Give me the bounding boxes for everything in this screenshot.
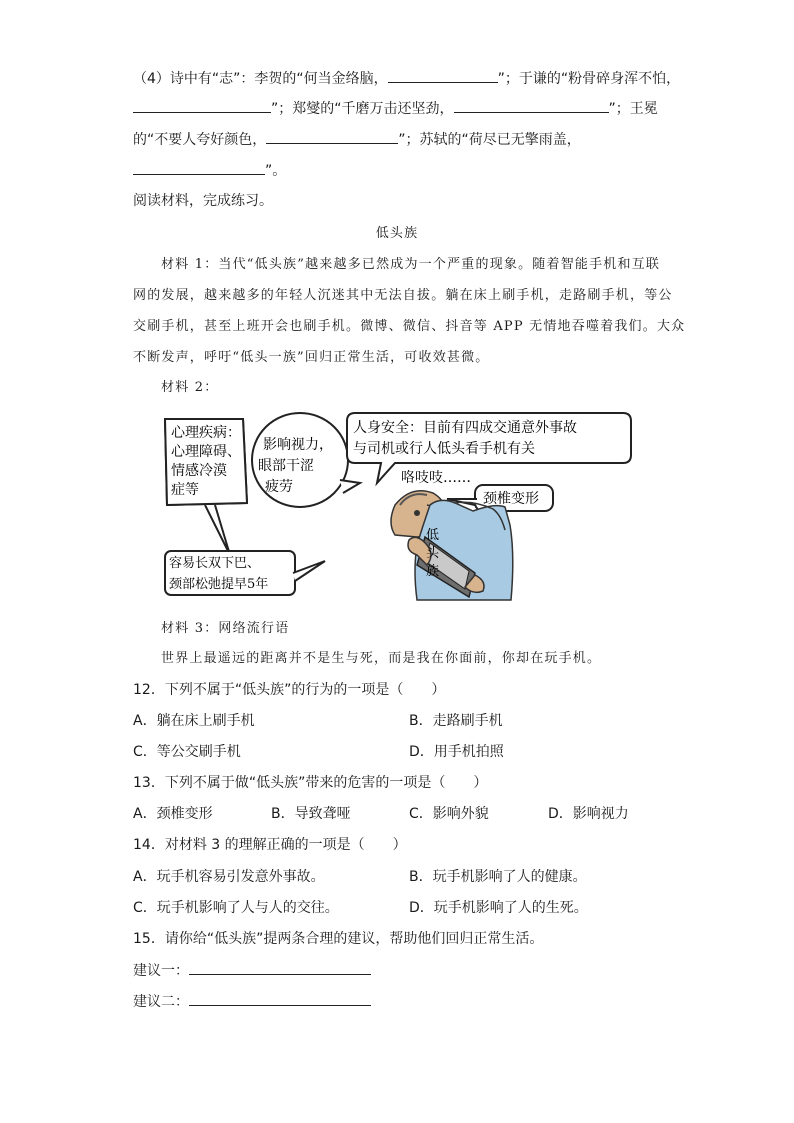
answer-blank[interactable] xyxy=(133,160,265,175)
q13-option-a[interactable]: A．颈椎变形 xyxy=(133,806,213,822)
q4-text: （4）诗中有“志”：李贺的“何当金络脑， xyxy=(133,71,388,87)
bubble-eye-text: 疲劳 xyxy=(265,479,293,495)
q15-stem: 15．请你给“低头族”提两条合理的建议，帮助他们回归正常生活。 xyxy=(133,931,544,947)
bubble-psych-text: 症等 xyxy=(171,482,199,498)
q14-option-a[interactable]: A．玩手机容易引发意外事故。 xyxy=(133,869,325,885)
instruction: 阅读材料，完成练习。 xyxy=(133,193,273,209)
q14-option-c[interactable]: C．玩手机影响了人与人的交往。 xyxy=(133,900,339,916)
q4-text: ”；苏轼的“荷尽已无擎雨盖， xyxy=(398,132,581,148)
q12-stem: 12．下列不属于“低头族”的行为的一项是（ ） xyxy=(133,682,446,698)
material1-line: 不断发声，呼吁“低头一族”回归正常生活，可收效甚微。 xyxy=(133,350,490,365)
answer-blank[interactable] xyxy=(388,68,498,83)
suggestion-1 xyxy=(133,960,371,981)
bubble-psych-text: 情感冷漠 xyxy=(171,463,227,479)
q13-option-c[interactable]: C．影响外貌 xyxy=(409,806,489,822)
q12-option-a[interactable]: A．躺在床上刷手机 xyxy=(133,713,255,729)
bubble-safety-text: 人身安全：目前有四成交通意外事故 xyxy=(353,420,577,436)
answer-blank[interactable] xyxy=(133,98,271,113)
article-title: 低头族 xyxy=(375,226,419,241)
material1-line: 交刷手机，甚至上班开会也刷手机。微博、微信、抖音等 APP 无情地吞噬着我们。大众 xyxy=(133,319,686,334)
suggestion-1-label: 建议一： xyxy=(133,963,189,979)
material2-label: 材料 2： xyxy=(161,380,219,395)
material3-quote: 世界上最遥远的距离并不是生与死，而是我在你面前，你却在玩手机。 xyxy=(161,651,602,666)
q14-stem: 14．对材料 3 的理解正确的一项是（ ） xyxy=(133,837,407,853)
bubble-safety xyxy=(347,413,631,483)
q4-line-2 xyxy=(133,98,658,119)
q4-line-1 xyxy=(133,68,680,89)
answer-blank[interactable] xyxy=(266,129,398,144)
q4-text: ”；王冕 xyxy=(608,101,658,117)
suggestion-2 xyxy=(133,991,371,1012)
q4-text: ”；于谦的“粉骨碎身浑不怕， xyxy=(497,71,681,87)
shirt-text: 低 xyxy=(426,528,440,543)
q13-stem: 13．下列不属于做“低头族”带来的危害的一项是（ ） xyxy=(133,775,488,791)
q14-option-b[interactable]: B．玩手机影响了人的健康。 xyxy=(409,869,587,885)
bubble-eye xyxy=(252,413,360,507)
q4-line-4 xyxy=(133,160,286,181)
bubble-psych-text: 心理疾病： xyxy=(171,425,241,441)
material1-line: 材料 1：当代“低头族”越来越多已然成为一个严重的现象。随着智能手机和互联 xyxy=(161,257,661,272)
bubble-chin-text: 容易长双下巴、 xyxy=(169,556,261,571)
bubble-neck-text: 颈椎变形 xyxy=(483,491,539,507)
q12-option-c[interactable]: C．等公交刷手机 xyxy=(133,744,241,760)
q13-option-d[interactable]: D．影响视力 xyxy=(548,806,629,822)
shirt-text: 族 xyxy=(426,564,440,579)
person-figure xyxy=(391,491,513,600)
shirt-text: 头 xyxy=(426,546,440,561)
bubble-chin xyxy=(165,551,325,595)
material3-label: 材料 3：网络流行语 xyxy=(161,621,290,636)
q4-text: 的“不要人夸好颜色， xyxy=(133,132,267,148)
low-head-illustration xyxy=(155,405,635,610)
sound-effect: 咯吱吱…… xyxy=(401,470,471,486)
material1-line: 网的发展，越来越多的年轻人沉迷其中无法自拔。躺在床上刷手机，走路刷手机，等公 xyxy=(133,288,673,303)
bubble-eye-text: 眼部干涩 xyxy=(258,458,314,474)
bubble-psych xyxy=(165,419,247,555)
q12-option-d[interactable]: D．用手机拍照 xyxy=(409,744,504,760)
answer-blank[interactable] xyxy=(454,98,609,113)
bubble-eye-text: 影响视力， xyxy=(263,437,333,453)
q12-option-b[interactable]: B．走路刷手机 xyxy=(409,713,503,729)
suggestion-1-blank[interactable] xyxy=(189,960,371,975)
q14-option-d[interactable]: D．玩手机影响了人的生死。 xyxy=(409,900,588,916)
q4-line-3 xyxy=(133,129,581,150)
bubble-chin-text: 颈部松弛提早5年 xyxy=(169,577,269,592)
bubble-safety-text: 与司机或行人低头看手机有关 xyxy=(353,441,535,457)
bubble-psych-text: 心理障碍、 xyxy=(171,444,241,460)
q13-option-b[interactable]: B．导致聋哑 xyxy=(271,806,351,822)
q4-text: ”。 xyxy=(265,163,287,179)
q4-text: ”；郑燮的“千磨万击还坚劲， xyxy=(271,101,454,117)
suggestion-2-label: 建议二： xyxy=(133,994,189,1010)
suggestion-2-blank[interactable] xyxy=(189,991,371,1006)
